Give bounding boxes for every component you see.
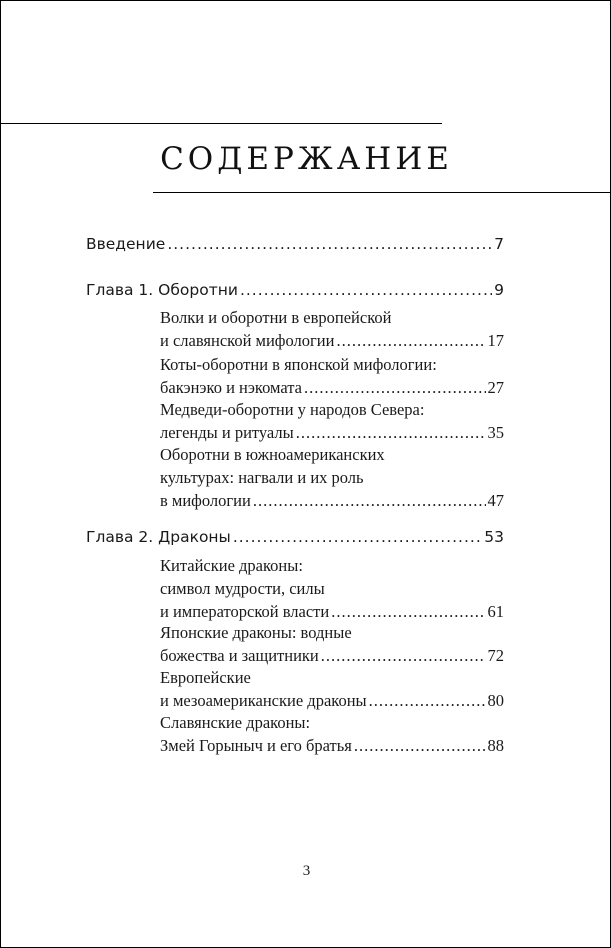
dot-leader (233, 528, 482, 546)
dot-leader (321, 644, 486, 667)
dot-leader (167, 235, 492, 253)
toc-page-number: 7 (494, 235, 504, 253)
dot-leader (253, 489, 486, 512)
toc-entry-chapter-2[interactable] (86, 528, 504, 546)
toc-page-number: 35 (487, 423, 504, 442)
toc-entry-chapter-1[interactable] (86, 281, 504, 299)
toc-entry-line (160, 421, 504, 444)
toc-page-number: 47 (487, 491, 504, 510)
toc-section-line: и мезоамериканские драконы (160, 691, 367, 710)
toc-section-line: легенды и ритуалы (160, 423, 294, 442)
toc-section-2-2[interactable] (160, 621, 504, 667)
dot-leader (336, 329, 485, 352)
dot-leader (354, 734, 486, 757)
dot-leader (369, 689, 486, 712)
toc-entry-line (160, 734, 504, 757)
dot-leader (240, 281, 492, 299)
toc-section-line: в мифологии (160, 491, 251, 510)
toc-section-2-4[interactable] (160, 711, 504, 757)
toc-section-line: культурах: нагвали и их роль (160, 468, 364, 487)
toc-section-2-1[interactable] (160, 554, 504, 623)
toc-entry-line (160, 329, 504, 352)
toc-section-1-2[interactable] (160, 353, 504, 399)
toc-section-line: Китайские драконы: (160, 556, 303, 575)
toc-section-1-4[interactable] (160, 443, 504, 512)
toc-entry-label: Глава 1. Оборотни (86, 281, 238, 299)
toc-section-line: бакэнэко и нэкомата (160, 378, 303, 397)
toc-page-number: 72 (487, 646, 504, 665)
toc-section-line: Змей Горыныч и его братья (160, 736, 352, 755)
toc-entry-line (86, 281, 504, 299)
toc-section-line: Оборотни в южноамериканских (160, 445, 385, 464)
toc-page-number: 80 (487, 691, 504, 710)
toc-page-number: 17 (487, 331, 504, 350)
toc-section-line: и славянской мифологии (160, 331, 335, 350)
toc-section-line: Славянские драконы: (160, 713, 311, 732)
toc-section-1-3[interactable] (160, 398, 504, 444)
toc-section-line: божества и защитники (160, 646, 319, 665)
page-title: СОДЕРЖАНИЕ (160, 141, 453, 177)
toc-section-line: Медведи-оборотни у народов Севера: (160, 400, 425, 419)
dot-leader (331, 600, 485, 623)
toc-entry-line (160, 489, 504, 512)
folio-page-number: 3 (302, 863, 311, 879)
toc-section-1-1[interactable] (160, 306, 504, 352)
toc-entry-line (160, 600, 504, 623)
toc-entry-line (160, 644, 504, 667)
toc-page-number: 9 (494, 281, 504, 299)
toc-section-line: и императорской власти (160, 602, 330, 621)
toc-section-line: Коты-оборотни в японской мифологии: (160, 355, 437, 374)
toc-section-2-3[interactable] (160, 666, 504, 712)
toc-entry-line (160, 376, 504, 399)
toc-page-number: 61 (487, 602, 504, 621)
dot-leader (296, 421, 486, 444)
top-divider-rule (1, 123, 442, 124)
toc-entry-label: Глава 2. Драконы (86, 528, 231, 546)
toc-entry-line (86, 235, 504, 253)
title-underline-rule (153, 192, 610, 193)
toc-entry-introduction[interactable] (86, 235, 504, 253)
toc-section-line: символ мудрости, силы (160, 579, 325, 598)
toc-page-number: 53 (484, 528, 504, 546)
toc-entry-line (160, 689, 504, 712)
toc-entry-line (86, 528, 504, 546)
toc-section-line: Европейские (160, 668, 251, 687)
toc-section-line: Японские драконы: водные (160, 623, 352, 642)
toc-entry-label: Введение (86, 235, 166, 253)
dot-leader (304, 376, 485, 399)
toc-page-number: 27 (487, 378, 504, 397)
toc-page-number: 88 (487, 736, 504, 755)
toc-section-line: Волки и оборотни в европейской (160, 308, 392, 327)
